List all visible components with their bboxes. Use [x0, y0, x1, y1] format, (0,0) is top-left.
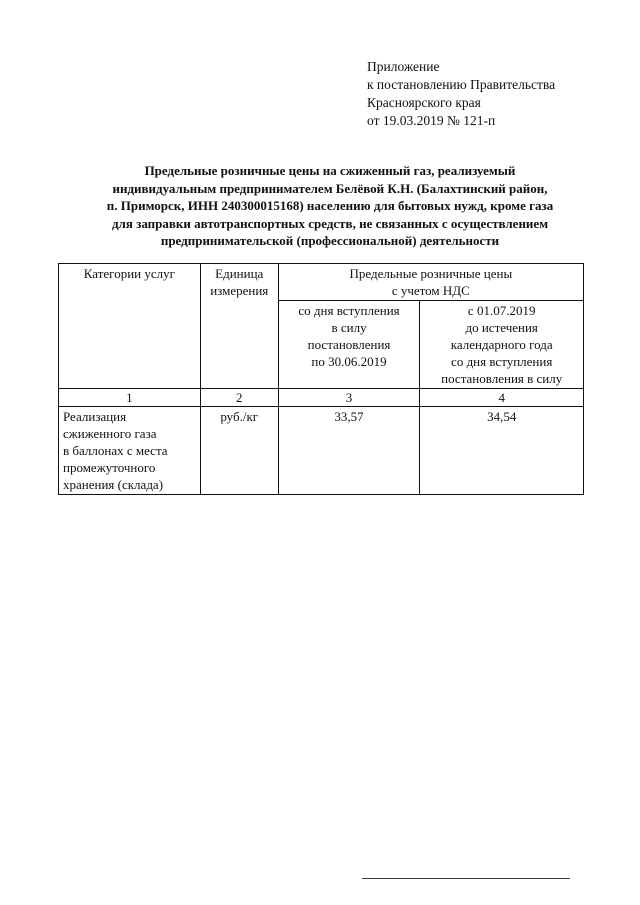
- header-category: Категории услуг: [59, 264, 201, 389]
- title-line: для заправки автотранспортных средств, не связанных с осуществлением: [111, 215, 549, 231]
- title-line: Предельные розничные цены на сжиженный газ, реализуемый: [144, 163, 516, 178]
- cell-price-period-2: 34,54: [420, 407, 584, 495]
- title-line: п. Приморск, ИНН 240300015168) населению для бытовых нужд, кроме газа: [106, 198, 554, 213]
- table-header-row: [59, 264, 584, 301]
- title-line: индивидуальным предпринимателем Белёвой К.Н. (Балахтинский район,: [112, 180, 548, 196]
- column-number: 1: [59, 389, 201, 407]
- title-line: предпринимательской (профессиональной) деятельности: [160, 233, 500, 248]
- footer-divider: [362, 878, 570, 879]
- header-prices: Предельные розничные цены с учетом НДС: [278, 264, 583, 301]
- column-number-row: [59, 389, 584, 407]
- header-period-1: со дня вступления в силу постановления по 30.06.2019: [278, 301, 420, 389]
- cell-unit: руб./кг: [200, 407, 278, 495]
- column-number: 2: [200, 389, 278, 407]
- column-number: 4: [420, 389, 584, 407]
- appendix-line: Красноярского края: [367, 95, 481, 110]
- appendix-line: к постановлению Правительства: [367, 77, 556, 92]
- appendix-block: [367, 58, 555, 130]
- header-period-2: с 01.07.2019 до истечения календарного года со дня вступления постановления в силу: [420, 301, 584, 389]
- price-table: [58, 263, 584, 495]
- cell-price-period-1: 33,57: [278, 407, 420, 495]
- appendix-line: Приложение: [367, 59, 440, 74]
- column-number: 3: [278, 389, 420, 407]
- cell-category: Реализация сжиженного газа в баллонах с места промежуточного хранения (склада): [59, 407, 201, 495]
- header-unit: Единица измерения: [200, 264, 278, 389]
- document-title: [80, 162, 580, 250]
- table-row: [59, 407, 584, 495]
- appendix-line: от 19.03.2019 № 121-п: [367, 113, 496, 128]
